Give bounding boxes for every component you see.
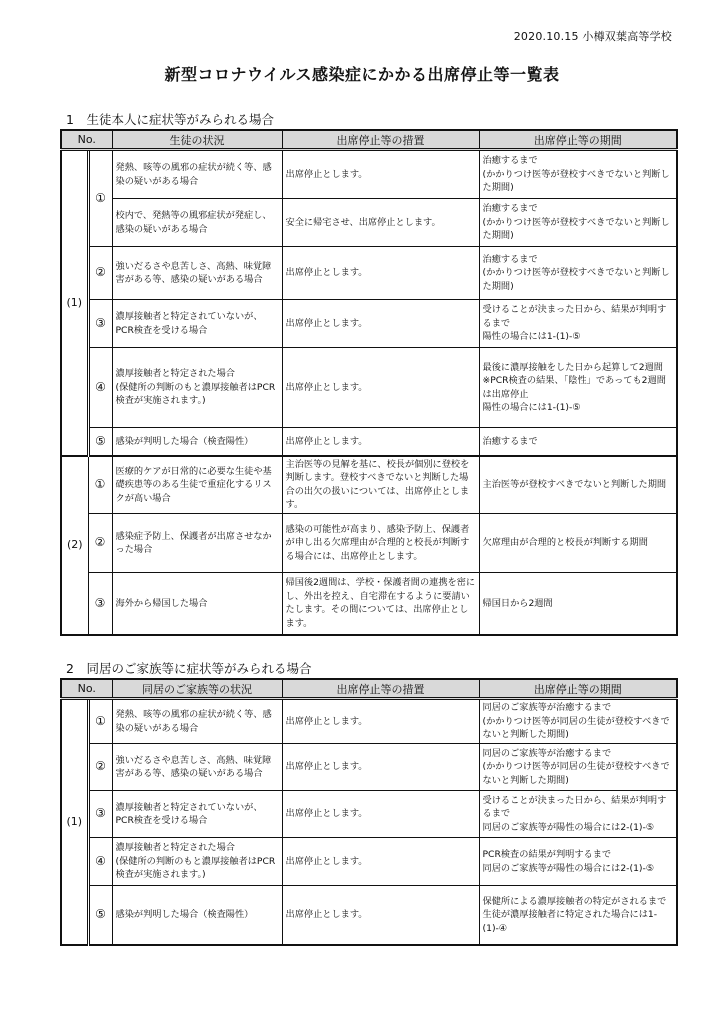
row-number: ⑤ bbox=[88, 428, 112, 456]
row-number: ① bbox=[88, 456, 112, 514]
row-number: ② bbox=[88, 247, 112, 300]
row-number: ① bbox=[88, 150, 112, 247]
row-number: ③ bbox=[88, 573, 112, 635]
period-cell: 最後に濃厚接触をした日から起算して2週間 ※PCR検査の結果、「陰性」であっても2週間は出席停止 陽性の場合には1-(1)-⑤ bbox=[479, 348, 677, 428]
col-header-measure: 出席停止等の措置 bbox=[282, 130, 479, 150]
period-cell: 治癒するまで (かかりつけ医等が登校すべきでないと判断した期間) bbox=[479, 247, 677, 300]
section-2-heading: 2 同居のご家族等に症状等がみられる場合 bbox=[66, 661, 312, 676]
period-cell: 受けることが決まった日から、結果が判明するまで 同居のご家族等が陽性の場合には2-(1)-⑤ bbox=[479, 791, 677, 838]
table-row bbox=[61, 300, 677, 348]
table-header-row bbox=[61, 130, 677, 150]
row-number: ① bbox=[88, 699, 112, 744]
col-header-measure: 出席停止等の措置 bbox=[282, 679, 479, 699]
document-title: 新型コロナウイルス感染症にかかる出席停止等一覧表 bbox=[164, 65, 560, 84]
situation-cell: 校内で、発熱等の風邪症状が発症し、感染の疑いがある場合 bbox=[112, 199, 282, 247]
group-label: (1) bbox=[61, 699, 88, 945]
situation-cell: 感染が判明した場合（検査陽性） bbox=[112, 428, 282, 456]
col-header-period: 出席停止等の期間 bbox=[479, 679, 677, 699]
table-row bbox=[61, 428, 677, 456]
table-row bbox=[61, 150, 677, 199]
date-school-line: 2020.10.15 小樽双葉高等学校 bbox=[513, 30, 672, 43]
row-number: ④ bbox=[88, 838, 112, 886]
measure-cell: 出席停止とします。 bbox=[282, 791, 479, 838]
situation-cell: 濃厚接触者と特定された場合 (保健所の判断のもと濃厚接触者はPCR検査が実施されます。) bbox=[112, 348, 282, 428]
measure-cell: 帰国後2週間は、学校・保護者間の連携を密にし、外出を控え、自宅滞在するように要請いたします。その間については、出席停止とします。 bbox=[282, 573, 479, 635]
situation-cell: 強いだるさや息苦しさ、高熱、味覚障害がある等、感染の疑いがある場合 bbox=[112, 247, 282, 300]
measure-cell: 出席停止とします。 bbox=[282, 838, 479, 886]
row-number: ② bbox=[88, 514, 112, 573]
period-cell: 治癒するまで bbox=[479, 428, 677, 456]
period-cell: 受けることが決まった日から、結果が判明するまで 陽性の場合には1-(1)-⑤ bbox=[479, 300, 677, 348]
measure-cell: 主治医等の見解を基に、校長が個別に登校を判断します。登校すべきでないと判断した場合の出欠の扱いについては、出席停止とします。 bbox=[282, 456, 479, 514]
group-label: (2) bbox=[61, 456, 88, 635]
period-cell: 同居のご家族等が治癒するまで (かかりつけ医等が同居の生徒が登校すべきでないと判断した期間) bbox=[479, 744, 677, 791]
measure-cell: 出席停止とします。 bbox=[282, 744, 479, 791]
measure-cell: 出席停止とします。 bbox=[282, 428, 479, 456]
table-row bbox=[61, 247, 677, 300]
situation-cell: 海外から帰国した場合 bbox=[112, 573, 282, 635]
row-number: ⑤ bbox=[88, 886, 112, 945]
situation-cell: 発熱、咳等の風邪の症状が続く等、感染の疑いがある場合 bbox=[112, 699, 282, 744]
situation-cell: 濃厚接触者と特定された場合 (保健所の判断のもと濃厚接触者はPCR検査が実施されます。) bbox=[112, 838, 282, 886]
row-number: ③ bbox=[88, 791, 112, 838]
table-row bbox=[61, 838, 677, 886]
table-row bbox=[61, 514, 677, 573]
section-2-table bbox=[60, 678, 678, 946]
col-header-period: 出席停止等の期間 bbox=[479, 130, 677, 150]
situation-cell: 強いだるさや息苦しさ、高熱、味覚障害がある等、感染の疑いがある場合 bbox=[112, 744, 282, 791]
situation-cell: 濃厚接触者と特定されていないが、PCR検査を受ける場合 bbox=[112, 300, 282, 348]
situation-cell: 医療的ケアが日常的に必要な生徒や基礎疾患等のある生徒で重症化するリスクが高い場合 bbox=[112, 456, 282, 514]
measure-cell: 出席停止とします。 bbox=[282, 886, 479, 945]
row-number: ② bbox=[88, 744, 112, 791]
row-number: ③ bbox=[88, 300, 112, 348]
situation-cell: 感染症予防上、保護者が出席させなかった場合 bbox=[112, 514, 282, 573]
measure-cell: 感染の可能性が高まり、感染予防上、保護者が申し出る欠席理由が合理的と校長が判断する場合には、出席停止とします。 bbox=[282, 514, 479, 573]
table-row bbox=[61, 744, 677, 791]
period-cell: 治癒するまで (かかりつけ医等が登校すべきでないと判断した期間) bbox=[479, 199, 677, 247]
measure-cell: 出席停止とします。 bbox=[282, 150, 479, 199]
period-cell: 主治医等が登校すべきでないと判断した期間 bbox=[479, 456, 677, 514]
period-cell: 保健所による濃厚接触者の特定がされるまで 生徒が濃厚接触者に特定された場合には1-(1)-④ bbox=[479, 886, 677, 945]
situation-cell: 濃厚接触者と特定されていないが、PCR検査を受ける場合 bbox=[112, 791, 282, 838]
table-row bbox=[61, 791, 677, 838]
period-cell: 同居のご家族等が治癒するまで (かかりつけ医等が同居の生徒が登校すべきでないと判断した期間) bbox=[479, 699, 677, 744]
col-header-situation: 同居のご家族等の状況 bbox=[112, 679, 282, 699]
period-cell: 帰国日から2週間 bbox=[479, 573, 677, 635]
row-number: ④ bbox=[88, 348, 112, 428]
table-row bbox=[61, 573, 677, 635]
col-header-no: No. bbox=[61, 679, 112, 699]
situation-cell: 感染が判明した場合（検査陽性） bbox=[112, 886, 282, 945]
table-row bbox=[61, 886, 677, 945]
section-1-table bbox=[60, 129, 678, 636]
measure-cell: 出席停止とします。 bbox=[282, 699, 479, 744]
group-label: (1) bbox=[61, 150, 88, 456]
measure-cell: 出席停止とします。 bbox=[282, 300, 479, 348]
situation-cell: 発熱、咳等の風邪の症状が続く等、感染の疑いがある場合 bbox=[112, 150, 282, 199]
period-cell: PCR検査の結果が判明するまで 同居のご家族等が陽性の場合には2-(1)-⑤ bbox=[479, 838, 677, 886]
period-cell: 欠席理由が合理的と校長が判断する期間 bbox=[479, 514, 677, 573]
measure-cell: 出席停止とします。 bbox=[282, 247, 479, 300]
table-row bbox=[61, 699, 677, 744]
col-header-no: No. bbox=[61, 130, 112, 150]
measure-cell: 出席停止とします。 bbox=[282, 348, 479, 428]
table-row bbox=[61, 456, 677, 514]
col-header-situation: 生徒の状況 bbox=[112, 130, 282, 150]
table-row bbox=[61, 199, 677, 247]
table-header-row bbox=[61, 679, 677, 699]
section-1-heading: 1 生徒本人に症状等がみられる場合 bbox=[66, 112, 274, 127]
measure-cell: 安全に帰宅させ、出席停止とします。 bbox=[282, 199, 479, 247]
period-cell: 治癒するまで (かかりつけ医等が登校すべきでないと判断した期間) bbox=[479, 150, 677, 199]
table-row bbox=[61, 348, 677, 428]
